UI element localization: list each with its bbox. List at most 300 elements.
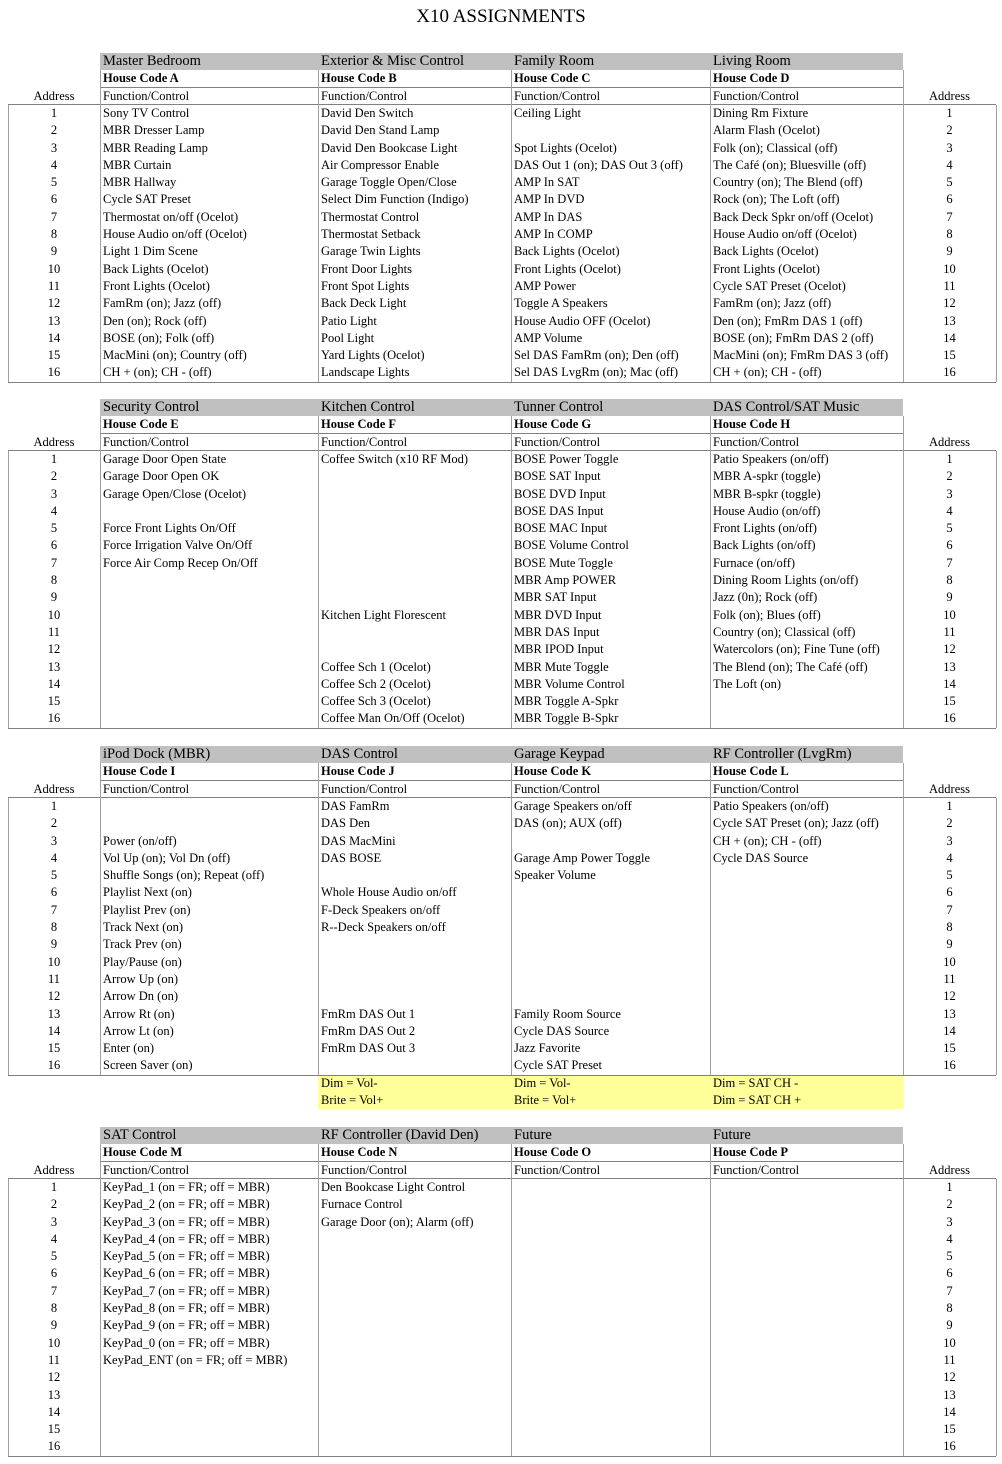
function-cell: Front Lights (on/off) (713, 521, 817, 536)
address-number: 6 (50, 885, 58, 900)
address-number: 2 (50, 816, 58, 831)
function-header: Function/Control (321, 434, 408, 449)
function-cell: BOSE (on); Folk (off) (103, 330, 215, 345)
function-cell: MacMini (on); FmRm DAS 3 (off) (713, 348, 889, 363)
function-cell (318, 867, 511, 884)
function-cell: Force Irrigation Valve On/Off (103, 538, 253, 553)
function-cell: Track Prev (on) (103, 937, 182, 952)
address-number: 9 (946, 590, 953, 605)
house-code-label: House Code A (103, 71, 179, 86)
address-number: 11 (47, 278, 61, 293)
function-cell: David Den Switch (321, 105, 414, 120)
function-header: Function/Control (713, 88, 800, 103)
table-row (0, 537, 1002, 554)
function-cell (511, 1179, 710, 1196)
function-cell: R--Deck Speakers on/off (321, 920, 446, 934)
function-header: Function/Control (103, 434, 190, 449)
function-header: Function/Control (514, 781, 601, 796)
divider-line (100, 433, 903, 434)
column-divider (318, 70, 319, 381)
divider-line (8, 728, 996, 729)
address-number: 1 (946, 1179, 953, 1194)
function-cell: Garage Door Open OK (103, 469, 220, 484)
function-cell: CH + (on); CH - (off) (103, 365, 212, 380)
address-number: 5 (946, 868, 953, 883)
function-cell: Patio Speakers (on/off) (713, 451, 829, 466)
function-cell: Thermostat Setback (321, 227, 421, 241)
address-number: 16 (943, 1058, 956, 1073)
column-divider (903, 70, 904, 381)
house-code-label: House Code H (713, 417, 791, 432)
table-row (0, 676, 1002, 693)
function-cell: MBR Volume Control (514, 676, 625, 691)
function-cell: Patio Light (321, 313, 377, 328)
function-cell: Garage Speakers on/off (514, 798, 632, 813)
function-header: Function/Control (713, 1162, 800, 1177)
function-cell: KeyPad_1 (on = FR; off = MBR) (103, 1179, 270, 1194)
function-cell: House Audio on/off (Ocelot) (713, 227, 857, 241)
function-cell (318, 1404, 511, 1421)
function-cell: Folk (on); Classical (off) (713, 140, 838, 155)
address-number: 2 (946, 123, 953, 138)
address-header: Address (929, 781, 970, 796)
column-divider (996, 451, 997, 728)
address-number: 6 (946, 538, 953, 553)
table-row (0, 1265, 1002, 1282)
function-cell: Dining Rm Fixture (713, 105, 809, 120)
function-cell (511, 971, 710, 988)
function-cell: House Audio (on/off) (713, 503, 821, 518)
house-code-label: House Code P (713, 1145, 788, 1160)
column-divider (100, 416, 101, 727)
function-cell: Front Spot Lights (321, 278, 410, 293)
table-row (0, 1369, 1002, 1386)
function-cell: Coffee Switch (x10 RF Mod) (321, 451, 468, 466)
function-cell: MBR Amp POWER (514, 573, 617, 587)
function-cell: Sel DAS FamRm (on); Den (off) (514, 348, 679, 363)
function-cell (511, 954, 710, 971)
function-header: Function/Control (321, 88, 408, 103)
function-cell: Front Door Lights (321, 261, 412, 276)
function-cell: Playlist Prev (on) (103, 902, 191, 917)
function-cell: Cycle SAT Preset (Ocelot) (713, 278, 846, 293)
function-cell: CH + (on); CH - (off) (713, 365, 822, 380)
function-cell (318, 1352, 511, 1369)
address-number: 10 (943, 607, 956, 622)
address-number: 14 (943, 1023, 956, 1038)
house-code-label: House Code I (103, 764, 176, 779)
address-number: 15 (943, 348, 956, 363)
function-cell: MBR Curtain (103, 157, 172, 172)
table-row (0, 884, 1002, 901)
function-cell: Air Compressor Enable (321, 157, 440, 172)
house-code-row (0, 70, 1002, 87)
address-number: 8 (946, 573, 953, 587)
address-header: Address (33, 1162, 75, 1177)
function-cell (100, 1421, 318, 1438)
address-number: 5 (50, 868, 58, 883)
table-row (0, 209, 1002, 226)
address-number: 9 (50, 1318, 58, 1333)
column-divider (903, 416, 904, 727)
table-row (0, 1231, 1002, 1248)
house-code-label: House Code L (713, 764, 789, 779)
address-number: 16 (943, 365, 956, 380)
function-cell (511, 1317, 710, 1334)
function-cell: CH + (on); CH - (off) (713, 833, 822, 848)
address-number: 8 (50, 1301, 58, 1315)
table-row (0, 1248, 1002, 1265)
function-cell (511, 1300, 710, 1317)
function-cell: Speaker Volume (514, 868, 596, 883)
address-number: 13 (47, 313, 61, 328)
column-divider (8, 105, 9, 382)
address-number: 14 (943, 1404, 956, 1419)
function-cell (100, 607, 318, 624)
address-number: 1 (946, 451, 953, 466)
address-number: 4 (946, 503, 953, 518)
function-cell: Family Room Source (514, 1006, 621, 1021)
address-number: 11 (47, 1352, 61, 1367)
function-cell: BOSE (on); FmRm DAS 2 (off) (713, 330, 874, 345)
function-cell (511, 1404, 710, 1421)
column-divider (710, 70, 711, 381)
house-code-label: House Code F (321, 417, 396, 432)
function-cell: MBR Reading Lamp (103, 140, 208, 155)
address-number: 12 (943, 296, 956, 311)
address-number: 2 (946, 816, 953, 831)
function-cell (710, 1404, 903, 1421)
table-row (0, 971, 1002, 988)
function-cell: Coffee Sch 2 (Ocelot) (321, 676, 431, 691)
function-cell: BOSE MAC Input (514, 521, 608, 536)
function-cell: AMP In DVD (514, 192, 585, 207)
page-title: X10 ASSIGNMENTS (416, 6, 586, 27)
address-number: 13 (943, 1387, 956, 1402)
function-cell: FmRm DAS Out 2 (321, 1023, 416, 1038)
function-cell: Front Lights (Ocelot) (514, 261, 621, 276)
function-header: Function/Control (514, 434, 601, 449)
address-number: 5 (50, 175, 58, 190)
function-cell: Arrow Rt (on) (103, 1006, 175, 1021)
address-number: 14 (943, 676, 956, 691)
function-cell: Back Lights (on/off) (713, 538, 816, 553)
column-divider (710, 416, 711, 727)
function-cell: Jazz Favorite (514, 1041, 581, 1056)
function-cell: Arrow Up (on) (103, 971, 178, 986)
function-cell: BOSE Mute Toggle (514, 555, 613, 570)
table-row (0, 174, 1002, 191)
room-name: Kitchen Control (318, 399, 511, 416)
function-cell: BOSE DVD Input (514, 486, 606, 501)
address-number: 13 (943, 1006, 956, 1021)
address-number: 8 (50, 573, 58, 587)
function-cell (710, 1179, 903, 1196)
function-cell: Den (on); Rock (off) (103, 313, 207, 328)
table-row (0, 243, 1002, 260)
function-cell: Garage Amp Power Toggle (514, 850, 651, 865)
function-cell (710, 1006, 903, 1023)
column-header-row (0, 88, 1002, 105)
column-header-row (0, 1162, 1002, 1179)
divider-line (8, 450, 996, 451)
address-number: 9 (50, 937, 58, 952)
function-cell (710, 867, 903, 884)
table-row (0, 1040, 1002, 1057)
function-cell: KeyPad_ENT (on = FR; off = MBR) (103, 1352, 288, 1367)
function-cell: Toggle A Speakers (514, 296, 608, 311)
column-divider (511, 70, 512, 381)
function-cell (318, 954, 511, 971)
address-number: 16 (47, 1439, 61, 1454)
function-cell (318, 971, 511, 988)
address-number: 2 (946, 469, 953, 484)
function-cell: BOSE SAT Input (514, 469, 601, 484)
function-cell (511, 1248, 710, 1265)
house-code-label: House Code N (321, 1145, 398, 1160)
function-cell: Den (on); FmRm DAS 1 (off) (713, 313, 863, 328)
table-row (0, 572, 1002, 589)
table-row (0, 503, 1002, 520)
table-row (0, 902, 1002, 919)
room-name: Master Bedroom (100, 53, 318, 70)
divider-line (8, 1075, 996, 1076)
address-number: 14 (47, 1404, 61, 1419)
column-divider (100, 70, 101, 381)
function-cell (710, 1438, 903, 1455)
table-row (0, 815, 1002, 832)
address-number: 4 (946, 850, 953, 865)
address-number: 9 (50, 590, 58, 605)
function-cell (710, 954, 903, 971)
address-number: 5 (946, 1249, 953, 1264)
house-code-row (0, 763, 1002, 780)
address-number: 13 (47, 1387, 61, 1402)
function-cell: Garage Twin Lights (321, 244, 421, 259)
address-number: 6 (946, 885, 953, 900)
house-code-label: House Code D (713, 71, 790, 86)
column-divider (100, 1144, 101, 1455)
address-number: 7 (946, 555, 953, 570)
address-number: 4 (946, 157, 953, 172)
function-header: Function/Control (713, 434, 800, 449)
table-row (0, 313, 1002, 330)
house-code-label: House Code J (321, 764, 395, 779)
table-row (0, 1023, 1002, 1040)
table-row (0, 140, 1002, 157)
column-divider (903, 1144, 904, 1455)
function-cell (710, 1231, 903, 1248)
address-number: 14 (47, 1023, 61, 1038)
column-divider (710, 763, 711, 1074)
house-code-label: House Code C (514, 71, 591, 86)
room-name: RF Controller (David Den) (318, 1127, 511, 1144)
table-row (0, 1404, 1002, 1421)
function-cell: Force Air Comp Recep On/Off (103, 555, 258, 570)
note-row (0, 1092, 1002, 1109)
address-number: 1 (50, 798, 58, 813)
function-cell: DAS MacMini (321, 833, 396, 848)
function-cell: Back Deck Spkr on/off (Ocelot) (713, 209, 874, 224)
address-number: 15 (47, 1422, 61, 1437)
address-number: 2 (50, 123, 58, 138)
function-header: Function/Control (103, 88, 190, 103)
function-cell (100, 676, 318, 693)
address-number: 2 (50, 469, 58, 484)
function-cell: Light 1 Dim Scene (103, 244, 198, 259)
address-number: 7 (946, 209, 953, 224)
function-cell: Arrow Dn (on) (103, 989, 178, 1004)
address-number: 12 (943, 1370, 956, 1385)
address-number: 4 (50, 503, 58, 518)
function-cell: Shuffle Songs (on); Repeat (off) (103, 868, 265, 883)
house-code-label: House Code M (103, 1145, 183, 1160)
function-cell: KeyPad_8 (on = FR; off = MBR) (103, 1301, 270, 1315)
function-cell: Jazz (0n); Rock (off) (713, 590, 818, 605)
function-cell (318, 1317, 511, 1334)
address-number: 6 (50, 192, 58, 207)
address-number: 15 (47, 348, 61, 363)
function-cell (710, 693, 903, 710)
address-number: 12 (47, 1370, 61, 1385)
room-name: RF Controller (LvgRm) (710, 746, 903, 763)
address-number: 16 (47, 711, 61, 726)
address-number: 1 (50, 105, 58, 120)
divider-line (8, 382, 996, 383)
function-cell: DAS (on); AUX (off) (514, 816, 622, 831)
address-number: 10 (47, 954, 61, 969)
function-cell (710, 1023, 903, 1040)
address-number: 12 (943, 989, 956, 1004)
address-number: 4 (946, 1231, 953, 1246)
address-number: 12 (47, 642, 61, 657)
function-cell: MBR DAS Input (514, 624, 600, 639)
address-number: 3 (946, 486, 953, 501)
function-cell (318, 503, 511, 520)
function-cell: BOSE Volume Control (514, 538, 629, 553)
table-row (0, 451, 1002, 468)
address-number: 4 (50, 1231, 58, 1246)
function-cell: Play/Pause (on) (103, 954, 182, 969)
address-number: 9 (50, 244, 58, 259)
function-cell (511, 919, 710, 936)
function-cell (318, 641, 511, 658)
address-number: 5 (946, 521, 953, 536)
function-cell: The Loft (on) (713, 676, 782, 691)
address-number: 15 (943, 694, 956, 709)
column-divider (318, 763, 319, 1074)
function-cell: BOSE DAS Input (514, 503, 604, 518)
address-number: 10 (943, 954, 956, 969)
address-number: 5 (946, 175, 953, 190)
function-cell (318, 1387, 511, 1404)
function-cell (100, 589, 318, 606)
function-cell: Cycle SAT Preset (514, 1058, 602, 1073)
function-header: Function/Control (321, 781, 408, 796)
function-cell: Front Lights (Ocelot) (103, 278, 210, 293)
address-number: 6 (946, 1266, 953, 1281)
address-number: 12 (943, 642, 956, 657)
table-row (0, 624, 1002, 641)
function-cell (710, 1248, 903, 1265)
function-cell (100, 1369, 318, 1386)
function-cell: Dining Room Lights (on/off) (713, 573, 859, 587)
room-header-row (0, 399, 1002, 416)
function-header: Function/Control (103, 1162, 190, 1177)
function-cell (710, 1196, 903, 1213)
function-cell (100, 693, 318, 710)
function-cell (710, 1265, 903, 1282)
function-cell: Back Lights (Ocelot) (103, 261, 209, 276)
table-row (0, 1300, 1002, 1317)
table-row (0, 555, 1002, 572)
address-number: 5 (50, 1249, 58, 1264)
address-number: 13 (943, 313, 956, 328)
address-header: Address (929, 88, 970, 103)
table-row (0, 347, 1002, 364)
house-code-label: House Code O (514, 1145, 592, 1160)
column-divider (996, 105, 997, 382)
table-row (0, 954, 1002, 971)
function-cell: Back Lights (Ocelot) (514, 244, 620, 259)
function-cell: Thermostat on/off (Ocelot) (103, 209, 239, 224)
function-header: Function/Control (514, 1162, 601, 1177)
function-cell: Watercolors (on); Fine Tune (off) (713, 642, 880, 657)
function-cell: Den Bookcase Light Control (321, 1179, 466, 1194)
function-cell (318, 1057, 511, 1074)
table-row (0, 1283, 1002, 1300)
function-cell: Pool Light (321, 330, 375, 345)
address-number: 16 (47, 365, 61, 380)
address-number: 6 (946, 192, 953, 207)
function-cell: Back Deck Light (321, 296, 407, 311)
address-number: 9 (946, 937, 953, 952)
dim-brite-note: Dim = Vol- (511, 1075, 710, 1092)
function-cell (511, 936, 710, 953)
table-row (0, 1317, 1002, 1334)
address-number: 1 (50, 451, 58, 466)
function-cell (318, 988, 511, 1005)
function-cell (710, 1352, 903, 1369)
function-cell: KeyPad_9 (on = FR; off = MBR) (103, 1318, 270, 1333)
address-number: 3 (50, 486, 58, 501)
function-cell (710, 988, 903, 1005)
address-number: 3 (50, 1214, 58, 1229)
note-row (0, 1075, 1002, 1092)
function-cell: MBR A-spkr (toggle) (713, 469, 821, 484)
function-cell (100, 503, 318, 520)
function-cell (710, 884, 903, 901)
address-number: 3 (50, 140, 58, 155)
function-cell: Country (on); Classical (off) (713, 624, 856, 639)
house-code-label: House Code K (514, 764, 592, 779)
function-cell: Kitchen Light Florescent (321, 607, 446, 622)
column-header-row (0, 781, 1002, 798)
function-cell: Whole House Audio on/off (321, 885, 457, 900)
function-cell: AMP Power (514, 278, 576, 293)
room-name: iPod Dock (MBR) (100, 746, 318, 763)
function-cell (318, 572, 511, 589)
address-number: 9 (946, 1318, 953, 1333)
function-cell: MBR DVD Input (514, 607, 602, 622)
function-cell: AMP In SAT (514, 175, 580, 190)
dim-brite-note: Brite = Vol+ (511, 1092, 710, 1109)
address-number: 16 (943, 711, 956, 726)
table-row (0, 486, 1002, 503)
room-name: Living Room (710, 53, 903, 70)
column-divider (511, 1144, 512, 1455)
function-cell (710, 1421, 903, 1438)
